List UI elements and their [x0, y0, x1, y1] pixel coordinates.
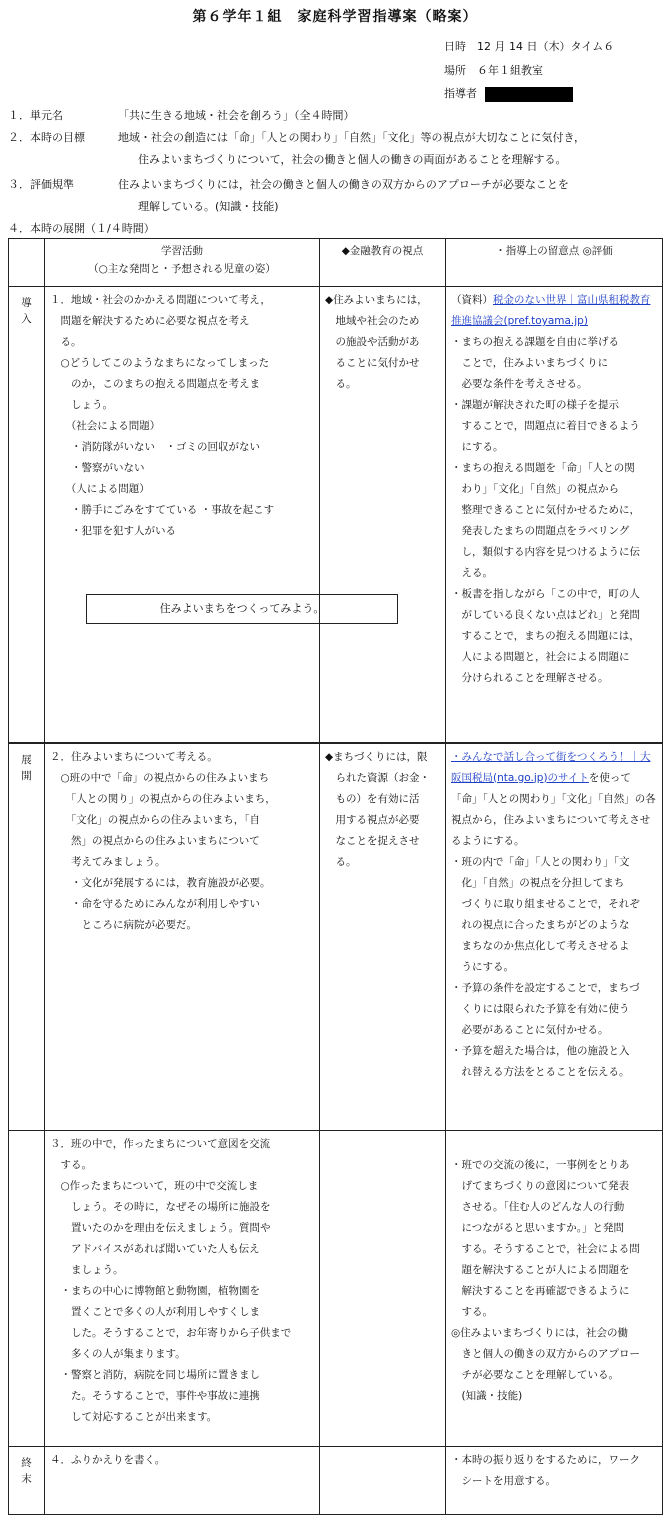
notes-exchange: ・班での交流の後に，一事例をとりあ げてまちづくりの意図について発表 させる。「住む人のどんな人の行動 につながると思いますか。」と発問 する。そうすることで，社会による問 題を解決することが人による問題を 解決することを再確認できるように する。 ◎住みよいまちづくりには，社会の働 きと個人の働きの双方からのアプロー チが必要なことを理解している。 (知識・技能) [446, 1131, 663, 1447]
criteria-text-1: 住みよいまちづくりには，社会の働きと個人の働きの双方からのアプローチが必要なことを [118, 178, 569, 191]
header-activity: 学習活動 （○主な発問と・予想される児童の姿） [45, 239, 320, 287]
unit-name-label: １．単元名 [8, 109, 63, 122]
row-development [9, 743, 663, 1131]
osaka-link-followup: を使って「命」「人との関わり」「文化」「自然」の各視点から，住みよいまちについて考えさせるようにする。 [451, 771, 656, 847]
lesson-theme-box: 住みよいまちをつくってみよう。 [86, 594, 398, 624]
row-exchange [9, 1131, 663, 1447]
goal-text-2: 住みよいまちづくりについて，社会の働きと個人の働きの両面があることを理解する。 [138, 153, 567, 166]
notes-development: ・みんなで話し合って街をつくろう！｜大阪国税局(nta.go.jp)のサイトを使って「命」「人との関わり」「文化」「自然」の各視点から，住みよいまちについて考えさせるようにする。 ・班の内で「命」「人との関わり」「文 化」「自然」の視点を分担してまち づくりに取り組ませることで，それぞ れの視点に合ったまちがどのような まちなのか焦点化して考えさせるよ うにする。 ・予算の条件を設定することで，まちづ くりには限られた予算を有効に使う 必要があることに気付かせる。 ・予算を超えた場合は，他の施設と入 れ替える方法をとることを伝える。 [446, 743, 663, 1131]
development-label: ４．本時の展開（１/４時間） [8, 222, 155, 235]
activity-conclusion: ４．ふりかえりを書く。 [45, 1447, 320, 1515]
row-introduction [9, 287, 663, 743]
redacted-name [485, 87, 573, 102]
goal-label: ２．本時の目標 [8, 131, 85, 144]
criteria-label: ３．評価規準 [8, 178, 74, 191]
finance-introduction: ◆住みよいまちには， 地域や社会のため の施設や活動があ ることに気付かせ る。 [320, 287, 446, 743]
date-line: 日時 12 月 14 日（木）タイム６ [444, 40, 615, 53]
header-row [9, 239, 663, 287]
finance-conclusion [320, 1447, 446, 1515]
goal-row [8, 129, 585, 145]
criteria-row [8, 176, 569, 192]
notes-introduction: （資料）税金のない世界｜富山県租税教育推進協議会(pref.toyama.jp) ・まちの抱える課題を自由に挙げる ことで，住みよいまちづくりに 必要な条件を考えさせる。 ・課題が解決された町の様子を提示 することで，問題点に着目できるよう にする。 ・まちの抱える問題を「命」「人との関 わり」「文化」「自然」の視点から 整理できることに気付かせるために， 発表したまちの問題点をラベリング し，類似する内容を見つけるように伝 える。 ・板書を指しながら「この中で，町の人 がしている良くない点はどれ」と発問 することで，まちの抱える問題には， 人による問題と，社会による問題に 分けられることを理解させる。 [446, 287, 663, 743]
activity-exchange: ３．班の中で，作ったまちについて意図を交流 する。 ○作ったまちについて，班の中で交流しま しょう。その時に，なぜその場所に施設を 置いたのかを理由を伝えましょう。質問や アドバイスがあれば聞いていた人も伝え ましょう。 ・まちの中心に博物館と動物園，植物園を 置くことで多くの人が利用しやすくしま した。そうすることで，お年寄りから子供まで 多くの人が集まります。 ・警察と消防，病院を同じ場所に置きまし た。そうすることで，事件や事故に連携 して対応することが出来ます。 [45, 1131, 320, 1447]
stage-conclusion: 終 末 [9, 1447, 45, 1515]
osaka-tax-link[interactable]: ・みんなで話し合って街をつくろう！｜大阪国税局(nta.go.jp)のサイト [451, 750, 651, 784]
finance-exchange [320, 1131, 446, 1447]
resource-label: （資料） [451, 294, 493, 306]
header-notes: ・指導上の留意点 ◎評価 [446, 239, 663, 287]
teacher-line [444, 85, 573, 102]
criteria-text-2: 理解している。(知識・技能) [138, 200, 279, 213]
place-line: 場所 ６年１組教室 [444, 64, 543, 77]
header-finance: ◆金融教育の視点 [320, 239, 446, 287]
activity-development: ２．住みよいまちについて考える。 ○班の中で「命」の視点からの住みよいまち 「人との関り」の視点からの住みよいまち， 「文化」の視点からの住みよいまち，「自 然」の視点からの住みよいまちについて 考えてみましょう。 ・文化が発展するには，教育施設が必要。 ・命を守るためにみんなが利用しやすい ところに病院が必要だ。 [45, 743, 320, 1131]
unit-name-text: 「共に生きる地域・社会を創ろう」（全４時間） [118, 109, 355, 122]
activity-introduction: １．地域・社会のかかえる問題について考え， 問題を解決するために必要な視点を考え る。 ○どうしてこのようなまちになってしまった のか，このまちの抱える問題点を考えま しょう。 （社会による問題） ・消防隊がいない ・ゴミの回収がない ・警察がいない （人による問題） ・勝手にごみをすてている ・事故を起こす ・犯罪を犯す人がいる 住みよいまちをつくってみよう。 [45, 287, 320, 743]
unit-name-row [8, 107, 355, 123]
stage-introduction: 導 入 [9, 287, 45, 743]
toyama-tax-link[interactable]: 税金のない世界｜富山県租税教育推進協議会(pref.toyama.jp) [451, 294, 651, 327]
notes-conclusion: ・本時の振り返りをするために，ワーク シートを用意する。 [446, 1447, 663, 1515]
stage-development: 展 開 [9, 743, 45, 1131]
page-title: 第６学年１組 家庭科学習指導案（略案） [192, 9, 478, 25]
stage-exchange [9, 1131, 45, 1447]
teacher-label: 指導者 [444, 87, 477, 100]
row-conclusion [9, 1447, 663, 1515]
goal-text-1: 地域・社会の創造には「命」「人との関わり」「自然」「文化」等の視点が大切なことに気付き， [118, 131, 586, 144]
header-stage [9, 239, 45, 287]
lesson-plan-table [8, 238, 663, 1515]
finance-development: ◆まちづくりには，限 られた資源（お金・ もの）を有効に活 用する視点が必要 なことを捉えさせ る。 [320, 743, 446, 1131]
